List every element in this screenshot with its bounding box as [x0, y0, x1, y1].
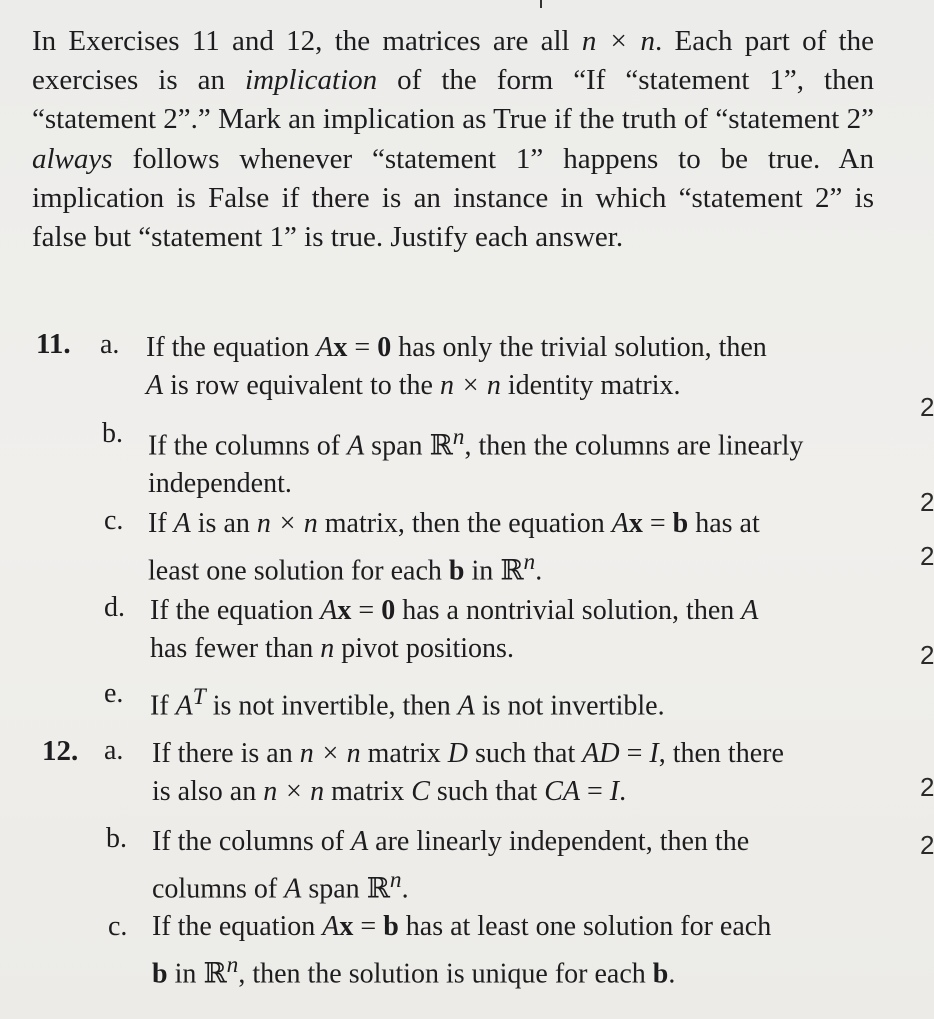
ex12-b-letter: b.	[106, 823, 127, 854]
ex11-c-letter: c.	[104, 505, 124, 536]
ex11-e-text: If $A^T$ is not invertible, then A is not invertible.	[150, 684, 665, 722]
ex11-c-text: If A is an n × n matrix, then the equation Ax = b has at least one solution for each b in ℝ$^n$.	[148, 508, 760, 587]
ex11-a-text: If the equation Ax = 0 has only the trivial solution, then A is row equivalent to the n × n identity matrix.	[146, 332, 767, 401]
ex12-c-text: If the equation Ax = b has at least one solution for each b in ℝ$^n$, then the solution is unique for each b.	[152, 911, 772, 990]
ex12-a-text: If there is an n × n matrix D such that AD = I, then there is also an n × n matrix C such that CA = I.	[152, 738, 784, 807]
ex12-b-text: If the columns of A are linearly independent, then the columns of A span ℝ$^n$.	[152, 826, 750, 905]
ex12-a-letter: a.	[104, 735, 124, 766]
ex11-d-text: If the equation Ax = 0 has a nontrivial solution, then A has fewer than n pivot positions.	[150, 595, 759, 664]
page-edge-tick	[540, 0, 542, 8]
instructions-paragraph: In Exercises 11 and 12, the matrices are all n × n. Each part of the exercises is an implication of the form “If “statement 1”, then “statement 2”.” Mark an implication as True if the truth of “statement 2” always follows whenever “statement 1” happens to be true. An implication is False if there is an instance in which “statement 2” is false but “statement 1” is true. Justify each answer.	[32, 25, 874, 254]
edge-mark: 2	[920, 392, 934, 422]
edge-mark: 2	[920, 772, 934, 802]
ex11-e-letter: e.	[104, 678, 124, 709]
ex11-b-text: If the columns of A span ℝ$^n$, then the columns are linearly independent.	[148, 424, 804, 500]
edge-mark: 2	[920, 640, 934, 670]
edge-mark: 2	[920, 487, 934, 517]
ex11-d-letter: d.	[104, 592, 125, 623]
edge-mark: 2	[920, 830, 934, 860]
ex11-a-letter: a.	[100, 329, 120, 360]
exercise-12-number: 12.	[42, 735, 79, 767]
ex12-c-letter: c.	[108, 911, 128, 942]
edge-mark: 2	[920, 541, 934, 571]
exercise-11-number: 11.	[36, 328, 71, 360]
ex11-b-letter: b.	[102, 418, 123, 449]
